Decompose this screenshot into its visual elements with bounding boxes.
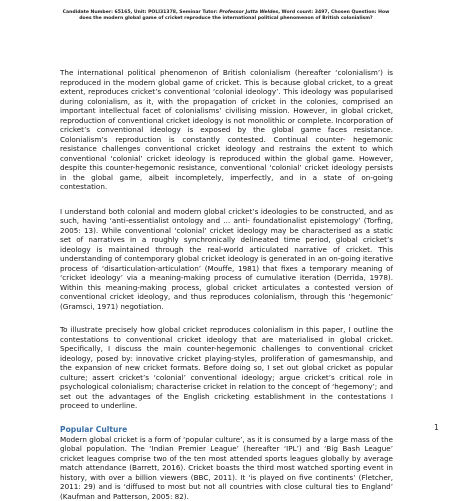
paragraph-1 <box>60 68 393 192</box>
section-heading-popular-culture: Popular Culture <box>60 425 393 435</box>
text-line: in global cricket. Specifically, I discuss the main counter-hegemonic challenges to <box>60 335 393 354</box>
page-number: 1 <box>434 423 439 432</box>
paragraph-3 <box>60 325 393 411</box>
text-line: hegemonic resistance challenges conventional cricket ideology and restrains the <box>60 135 393 154</box>
text-line: ‘colonial’ cricket ideology persists in the global game, albeit incompletely, <box>60 163 393 182</box>
text-line: imperfectly, and in a state of on-going contestation. <box>60 173 393 192</box>
text-line: process of ‘disarticulation-articulation’ (Mouffe, 1981) that fixes a temporary <box>60 264 347 273</box>
text-line: third most watched sporting event in history, with over a billion viewers (BBC, <box>60 463 393 482</box>
text-line: 2011). It ‘is played on five continents’ (Fletcher, 2011: 29) and is ‘diffused to <box>60 473 393 492</box>
paragraph-popular-culture <box>60 435 393 501</box>
text-line: articulates a contested version of conventional cricket ideology, and thus <box>60 283 393 302</box>
text-line: Colonialism’s reproduction is constantly contested. Continual counter- <box>60 135 345 144</box>
header-line-1-pre: Candidate Number: 65165, Unit: POLI31378, Seminar Tutor: <box>63 10 220 15</box>
header-line-1-post: , Word count: 3497, Chosen Question: How <box>278 10 389 15</box>
text-line: advantages of the English cricketing establishment in the contestations I proceed <box>60 392 393 411</box>
text-line: Patterson, 2005: 82). <box>113 492 189 501</box>
header-line-2: does the modern global game of cricket reproduce the international political phenomenon of British colonialism? <box>40 16 412 22</box>
text-line: The international political phenomenon of British colonialism (hereafter <box>60 68 331 77</box>
text-line: conventional ideology; argue cricket’s critical role in psychological colonialism; <box>60 373 393 392</box>
text-line: foundationalist epistemology’ (Torfing, 2005: 13). While conventional ‘colonial’ <box>60 216 393 235</box>
text-line: mass of the global population. The ‘Indian Premier League’ (hereafter ‘IPL’) and <box>60 435 393 454</box>
text-line: of colonialisms’ civilising mission. However, in global cricket, reproduction of <box>60 106 393 125</box>
paragraph-gap <box>60 411 393 425</box>
text-line: doing so, I set out global cricket as popular culture; assert cricket’s ‘colonial’ <box>60 363 393 382</box>
text-line: To illustrate precisely how global cricket reproduces colonialism in this paper, I <box>60 325 351 334</box>
text-line: Modern global cricket is a form of ‘popular culture’, as it is consumed by a large <box>60 435 348 444</box>
text-line: most but not all countries with close cultural ties to England’ (Kaufman and <box>60 482 393 501</box>
text-line: ideology’. This ideology was popularised during colonialism, as it, with the <box>60 87 393 106</box>
text-line: conventional cricket ideology, posed by: innovative cricket playing-styles, <box>60 344 393 363</box>
text-line: meaning of ‘cricket ideology’ via a meaning-making process of cumulative <box>60 264 393 283</box>
text-line: synchronically delineated time period, global cricket’s ideology is maintained <box>60 235 393 254</box>
text-line: ‘colonialism’) is reproduced in the modern global game of cricket. This is because <box>60 68 393 87</box>
text-line: cricket ideology may be characterised as a static set of narratives in a roughly <box>60 226 393 245</box>
text-line: global cricket, to a great extent, reproduces cricket’s conventional ‘colonial <box>60 78 393 97</box>
text-line: cricket’s conventional ideology is exposed by the global game faces resistance. <box>60 125 393 134</box>
text-line: conventional cricket ideology is not monolithic or complete. Incorporation of <box>117 116 393 125</box>
text-line: proliferation of gamesmanship, and the expansion of new cricket formats. Before <box>60 354 393 373</box>
text-line: characterise cricket in relation to the concept of ‘hegemony’; and set out the <box>60 382 393 401</box>
text-line: global game. However, despite this counter-hegemonic resistance, conventional <box>60 154 393 173</box>
paragraph-gap <box>60 192 393 207</box>
text-line: iteration (Derrida, 1978). Within this meaning-making process, global cricket <box>60 273 393 292</box>
text-line: I understand both colonial and modern global cricket’s ideologies to be <box>60 207 319 216</box>
page-header <box>40 10 412 22</box>
text-line: outline the contestations to conventional cricket ideology that are materialised <box>60 325 393 344</box>
paragraph-2 <box>60 207 393 312</box>
text-line: reproduces colonialism, through this ‘hegemonic’ (Gramsci, 1971) negotiation. <box>60 292 393 311</box>
text-line: contemporary global cricket ideology is generated in an on-going iterative <box>124 254 393 263</box>
text-line: constructed, and as such, having ‘anti-essentialist ontology and … anti- <box>60 207 393 226</box>
text-line: extent to which conventional ‘colonial’ cricket ideology is reproduced within the <box>60 144 393 163</box>
document-body <box>60 68 393 501</box>
text-line: to underline. <box>91 401 137 410</box>
header-tutor-name: Professor Jutta Weldes <box>219 10 278 15</box>
paragraph-gap <box>60 311 393 325</box>
text-line: leagues globally by average match attendance (Barrett, 2016). Cricket boasts the <box>60 454 393 473</box>
text-line: through the real-world articulated narrative of cricket. This understanding of <box>60 245 393 264</box>
text-line: propagation of cricket in the colonies, comprised an important intellectual facet <box>60 97 393 116</box>
text-line: ‘Big Bash League’ cricket leagues comprise two of the ten most attended sports <box>60 444 393 463</box>
